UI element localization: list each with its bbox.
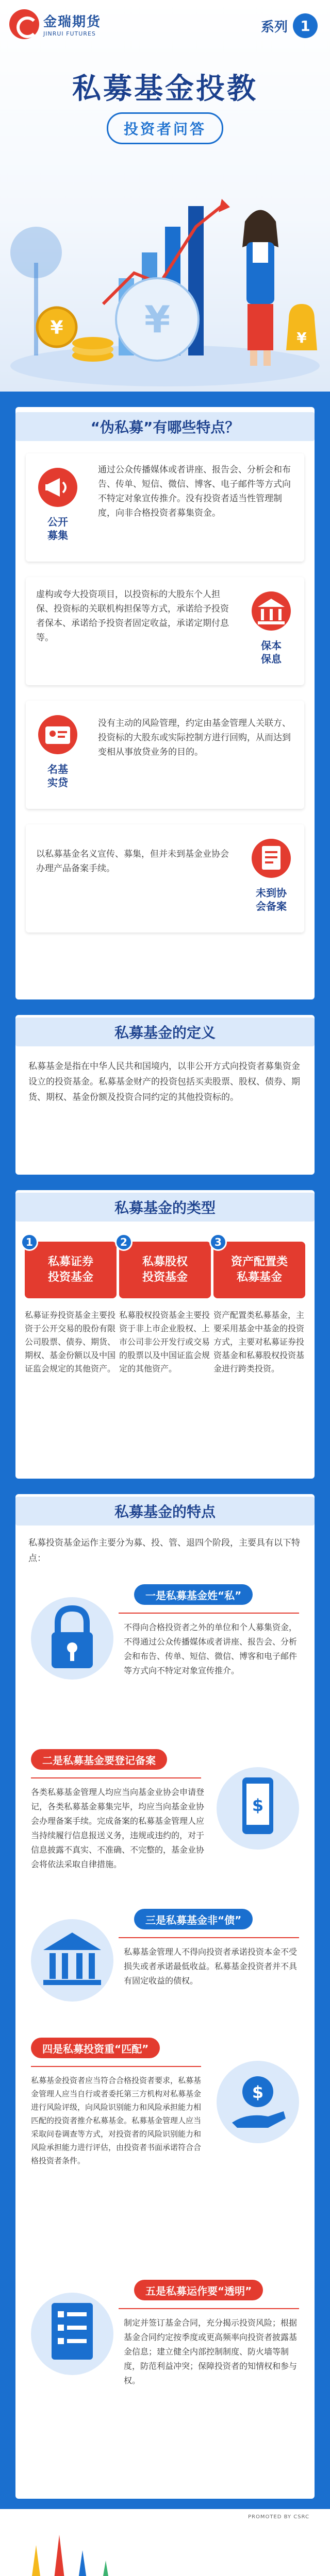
megaphone-icon [37,467,78,508]
traits-heading-text: 私募基金的特点 [114,1503,216,1520]
type-text: 私募股权投资基金主要投资于非上市企业股权、上市公司非公开发行或交易的股票以及中国证监会规定的其他资产。 [119,1310,210,1374]
svg-text:¥: ¥ [144,298,171,341]
trait-text: 私募基金管理人不得向投资者承诺投资本金不受损失或者承诺最低收益。私募基金投资者并不具有固定收益的债权。 [124,1947,298,1986]
trait-text: 私募基金投资者应当符合合格投资者要求，私募基金管理人应当自行或者委托第三方机构对私募基金进行风险评级，向风险识别能力和风险承担能力相匹配的投资者推介私募基金。私募基金管理人应当采取问卷调查等方式，对投资者的风险识别能力和风险承担能力进行评估，由投资者书面承诺符合合格投资者条件。 [31,2076,202,2165]
definition-heading [15,1018,315,1046]
fake-card-public-raise [26,453,304,562]
footer [0,2509,330,2576]
svg-text:¥: ¥ [296,329,307,346]
type-name: 资产配置类 私募基金 [213,1242,305,1298]
bank-building-icon [31,1914,113,2007]
fake-card-label: 未到协 会备案 [256,887,287,912]
logo-mark-icon [9,9,39,39]
fake-card-text: 以私募基金名义宣传、募集，但并未到基金业协会办理产品备案手续。 [36,849,229,874]
hero-banner [0,0,330,392]
definition-text: 私募基金是指在中华人民共和国境内，以非公开方式向投资者募集资金设立的投资基金。私募基金财产的投资包括买卖股票、股权、债券、期货、期权、基金份额及投资合同约定的其他投资标的。 [28,1061,300,1103]
fake-fund-heading [15,412,315,441]
type-text: 资产配置类私募基金，主要采用基金中基金的投资方式，主要对私募证券投资基金和私募股权投资基金进行跨类投资。 [213,1310,305,1374]
series-number: 1 [293,13,318,38]
logo-text-cn: 金瑞期货 [43,14,102,30]
document-icon [251,838,292,879]
trait-title: 四是私募投资重“匹配” [31,2038,160,2058]
type-number: 3 [209,1233,227,1251]
trait-divider [119,1937,299,1938]
footer-promo: PROMOTED BY CSRC [248,2514,309,2520]
type-text: 私募证券投资基金主要投资于公开交易的股份有限公司股票、债券、期货、期权、基金份额以及中国证监会规定的其他资产。 [25,1310,116,1374]
trait-title: 二是私募基金要登记备案 [31,1749,167,1770]
bank-icon [251,590,292,632]
series-label: 系列 [260,19,288,35]
fake-fund-heading-text: “伪私募”有哪些特点？ [90,419,240,436]
fake-card-label: 公开 募集 [47,516,68,541]
type-name: 私募证券 投资基金 [25,1242,117,1298]
fake-card-text: 没有主动的风险管理，约定由基金管理人关联方、投资标的大股东或实际控制方进行回购，从而达到变相从事放贷业务的目的。 [98,718,291,757]
fake-card-label: 保本 保息 [261,639,282,665]
hero-illustration [0,149,330,392]
lock-icon [31,1592,113,1685]
type-name: 私募股权 投资基金 [119,1242,211,1298]
page-subtitle: 投资者问答 [107,112,223,144]
phone-document-icon [217,1762,299,1855]
company-logo [9,9,101,39]
trait-divider [31,2066,201,2067]
fake-card-disguised-loan [26,701,304,809]
trait-divider [31,1777,201,1778]
type-number: 1 [21,1233,38,1251]
series-badge [261,13,318,38]
trait-divider [119,1613,299,1614]
fake-card-text: 通过公众传播媒体或者讲座、报告会、分析会和布告、传单、短信、微信、博客、电子邮件等方式向不特定对象宣传推介。没有投资者适当性管理制度，向非合格投资者募集资金。 [98,465,291,518]
trait-text: 不得向合格投资者之外的单位和个人募集资金，不得通过公众传播媒体或者讲座、报告会、分析会和布告、传单、短信、微信、博客和电子邮件等方式向不特定对象宣传推介。 [124,1622,298,1675]
type-number: 2 [115,1233,133,1251]
trait-text: 制定并签订基金合同，充分揭示投资风险；根据基金合同约定按季度或更高频率向投资者披露基金信息；建立健全内部控制制度、防火墙等制度，防范利益冲突；保障投资者的知情权和参与权。 [124,2318,298,2385]
id-card-icon [37,714,78,755]
trait-divider [119,2308,299,2309]
trait-title: 五是私募运作要“透明” [134,2280,263,2300]
pencils-logo-icon [15,2524,129,2576]
trait-title: 一是私募基金姓“私” [134,1584,253,1605]
fake-card-label: 名基 实贷 [47,763,68,789]
page-title: 私募基金投教 [72,72,258,106]
fake-card-guaranteed [26,577,304,685]
svg-text:$: $ [252,1795,264,1815]
traits-intro: 私募投资基金运作主要分为募、投、管、退四个阶段，主要具有以下特点： [28,1538,300,1564]
trait-title: 三是私募基金非“债” [134,1909,253,1929]
types-heading [15,1193,315,1222]
fake-card-not-filed [26,824,304,933]
traits-heading [15,1497,315,1526]
trait-text: 各类私募基金管理人均应当向基金业协会申请登记，各类私募基金募集完毕，均应当向基金业协会办理备案手续。完成备案的私募基金管理人应当持续履行信息报送义务，违规或违约的，对于信息披露不真实、不准确、不完整的，基金业协会将依法采取自律措施。 [31,1787,205,1869]
types-heading-text: 私募基金的类型 [114,1199,216,1216]
svg-text:$: $ [252,2082,264,2102]
definition-heading-text: 私募基金的定义 [114,1024,216,1041]
svg-text:¥: ¥ [50,317,63,338]
hand-coin-icon [217,2056,299,2148]
checklist-icon [31,2287,113,2380]
fake-card-text: 虚构或夸大投资项目，以投资标的大股东个人担保、投资标的关联机构担保等方式，承诺给予投资者保本、承诺给予投资者固定收益，承诺定期付息等。 [36,589,229,643]
logo-text-en: JINRUI FUTURES [43,30,96,37]
